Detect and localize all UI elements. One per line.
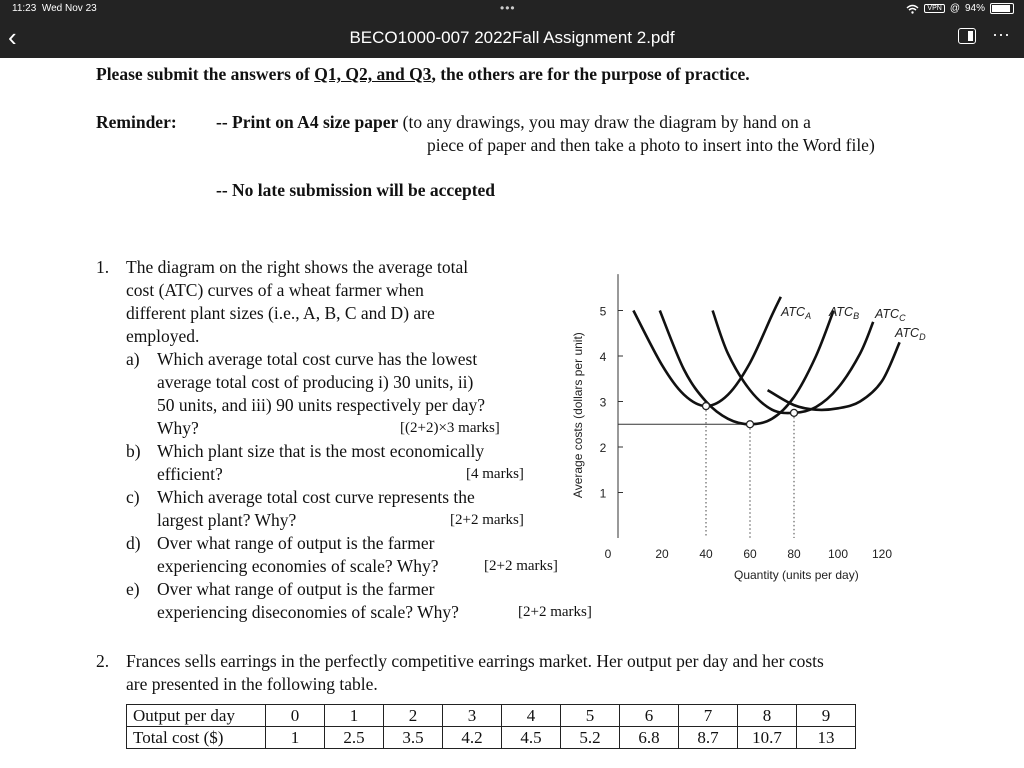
q1d-label: d) <box>126 533 141 553</box>
y-axis-label: Average costs (dollars per unit) <box>571 332 585 499</box>
table-header: Output per day <box>127 705 266 727</box>
y-tick-label: 2 <box>599 441 607 455</box>
q1b-text-last: efficient? <box>157 464 223 484</box>
x-tick-label: 60 <box>743 547 757 561</box>
q1b-text-line: Which plant size that is the most economically <box>157 441 485 461</box>
table-cell: 1 <box>266 727 325 749</box>
location-icon: @ <box>949 3 960 14</box>
q1c-label: c) <box>126 487 140 507</box>
table-cell: 4.2 <box>443 727 502 749</box>
q1-text-line: The diagram on the right shows the average total <box>126 257 469 277</box>
q2-text-line: Frances sells earrings in the perfectly competitive earrings market. Her output per day and her costs <box>126 651 824 671</box>
q2-number: 2. <box>96 651 110 671</box>
table-cell: 8.7 <box>679 727 738 749</box>
x-tick-label: 120 <box>871 547 893 561</box>
series-label-atcd: $ATC_D$ <box>895 326 926 342</box>
q1e-text-last: experiencing diseconomies of scale? Why? <box>157 602 459 622</box>
table-row <box>127 727 856 749</box>
x-tick-label: 0 <box>604 547 612 561</box>
series-label-atcc: $ATC_C$ <box>875 307 906 323</box>
x-tick-label: 40 <box>699 547 713 561</box>
q1-number: 1. <box>96 257 110 277</box>
q1a-text-line: average total cost of producing i) 30 units, ii) <box>157 372 474 392</box>
cost-table <box>126 704 856 749</box>
q1-text-line: cost (ATC) curves of a wheat farmer when <box>126 280 424 300</box>
instruction-line: Please submit the answers of Q1, Q2, and Q3, the others are for the purpose of practice. <box>96 64 750 84</box>
q1e-text-line: Over what range of output is the farmer <box>157 579 435 599</box>
table-cell: 1 <box>325 705 384 727</box>
table-cell: 5 <box>561 705 620 727</box>
data-point-marker <box>747 421 754 428</box>
y-tick-label: 3 <box>599 395 607 410</box>
q1c-marks: [2+2 marks] <box>450 512 524 528</box>
q1c-text-line: Which average total cost curve represents the <box>157 487 475 507</box>
table-cell: 3.5 <box>384 727 443 749</box>
q1d-text-line: Over what range of output is the farmer <box>157 533 435 553</box>
table-cell: 9 <box>797 705 856 727</box>
table-cell: 4 <box>502 705 561 727</box>
series-label-atca: $ATC_A$ <box>781 305 812 321</box>
q1e-label: e) <box>126 579 140 599</box>
series-label-atcb: $ATC_B$ <box>829 305 860 321</box>
y-tick-label: 1 <box>599 486 607 501</box>
table-cell: 2 <box>384 705 443 727</box>
table-row <box>127 705 856 727</box>
document-title: BECO1000-007 2022Fall Assignment 2.pdf <box>349 28 675 47</box>
q1d-marks: [2+2 marks] <box>484 558 558 574</box>
x-axis-label: Quantity (units per day) <box>734 568 859 582</box>
q1d-text-last: experiencing economies of scale? Why? <box>157 556 439 576</box>
q2-text-line: are presented in the following table. <box>126 674 378 694</box>
wifi-icon <box>906 4 919 14</box>
vpn-icon: VPN <box>924 4 944 13</box>
y-tick-label: 5 <box>599 304 607 319</box>
table-cell: 4.5 <box>502 727 561 749</box>
table-cell: 10.7 <box>738 727 797 749</box>
reminder-line-1-cont: piece of paper and then take a photo to insert into the Word file) <box>427 135 875 155</box>
multitask-dots[interactable]: ••• <box>500 1 516 15</box>
series-line-atcd <box>768 342 900 410</box>
back-button[interactable]: ‹ <box>8 22 17 52</box>
series-line-atca <box>633 297 780 406</box>
reminder-line-2: -- No late submission will be accepted <box>216 180 496 200</box>
document-toolbar <box>0 18 1024 58</box>
x-tick-label: 80 <box>787 547 801 561</box>
x-tick-label: 20 <box>655 547 669 561</box>
battery-percent: 94% <box>964 3 985 14</box>
reminder-line-1: -- Print on A4 size paper (to any drawings, you may draw the diagram by hand on a <box>216 112 811 132</box>
q1-text-line: different plant sizes (i.e., A, B, C and D) are <box>126 303 435 323</box>
q1-text-line: employed. <box>126 326 200 346</box>
status-bar <box>0 0 1024 18</box>
table-cell: 7 <box>679 705 738 727</box>
x-tick-label: 100 <box>827 547 849 561</box>
data-point-marker <box>703 403 710 410</box>
status-time: 11:23 Wed Nov 23 <box>12 3 97 14</box>
status-right <box>906 3 1014 14</box>
table-cell: 2.5 <box>325 727 384 749</box>
more-options-button[interactable]: ··· <box>992 24 1010 44</box>
q1a-marks: [(2+2)×3 marks] <box>400 420 500 436</box>
table-cell: 8 <box>738 705 797 727</box>
atc-chart <box>565 258 926 593</box>
q1a-text-line: Which average total cost curve has the lowest <box>157 349 478 369</box>
data-point-marker <box>791 409 798 416</box>
battery-icon <box>990 3 1014 14</box>
q1a-why: Why? <box>157 418 199 438</box>
table-cell: 3 <box>443 705 502 727</box>
q1c-text-last: largest plant? Why? <box>157 510 297 530</box>
sidebar-toggle-icon[interactable] <box>958 28 976 44</box>
q1b-label: b) <box>126 441 141 461</box>
y-tick-label: 4 <box>599 350 607 364</box>
table-cell: 6 <box>620 705 679 727</box>
q1a-label: a) <box>126 349 140 369</box>
table-cell: 5.2 <box>561 727 620 749</box>
reminder-label: Reminder: <box>96 112 177 132</box>
q1a-text-line: 50 units, and iii) 90 units respectively per day? <box>157 395 486 415</box>
table-cell: 0 <box>266 705 325 727</box>
table-cell: 13 <box>797 727 856 749</box>
table-header: Total cost ($) <box>127 727 266 749</box>
q1b-marks: [4 marks] <box>466 466 524 482</box>
table-cell: 6.8 <box>620 727 679 749</box>
q1e-marks: [2+2 marks] <box>518 604 592 620</box>
